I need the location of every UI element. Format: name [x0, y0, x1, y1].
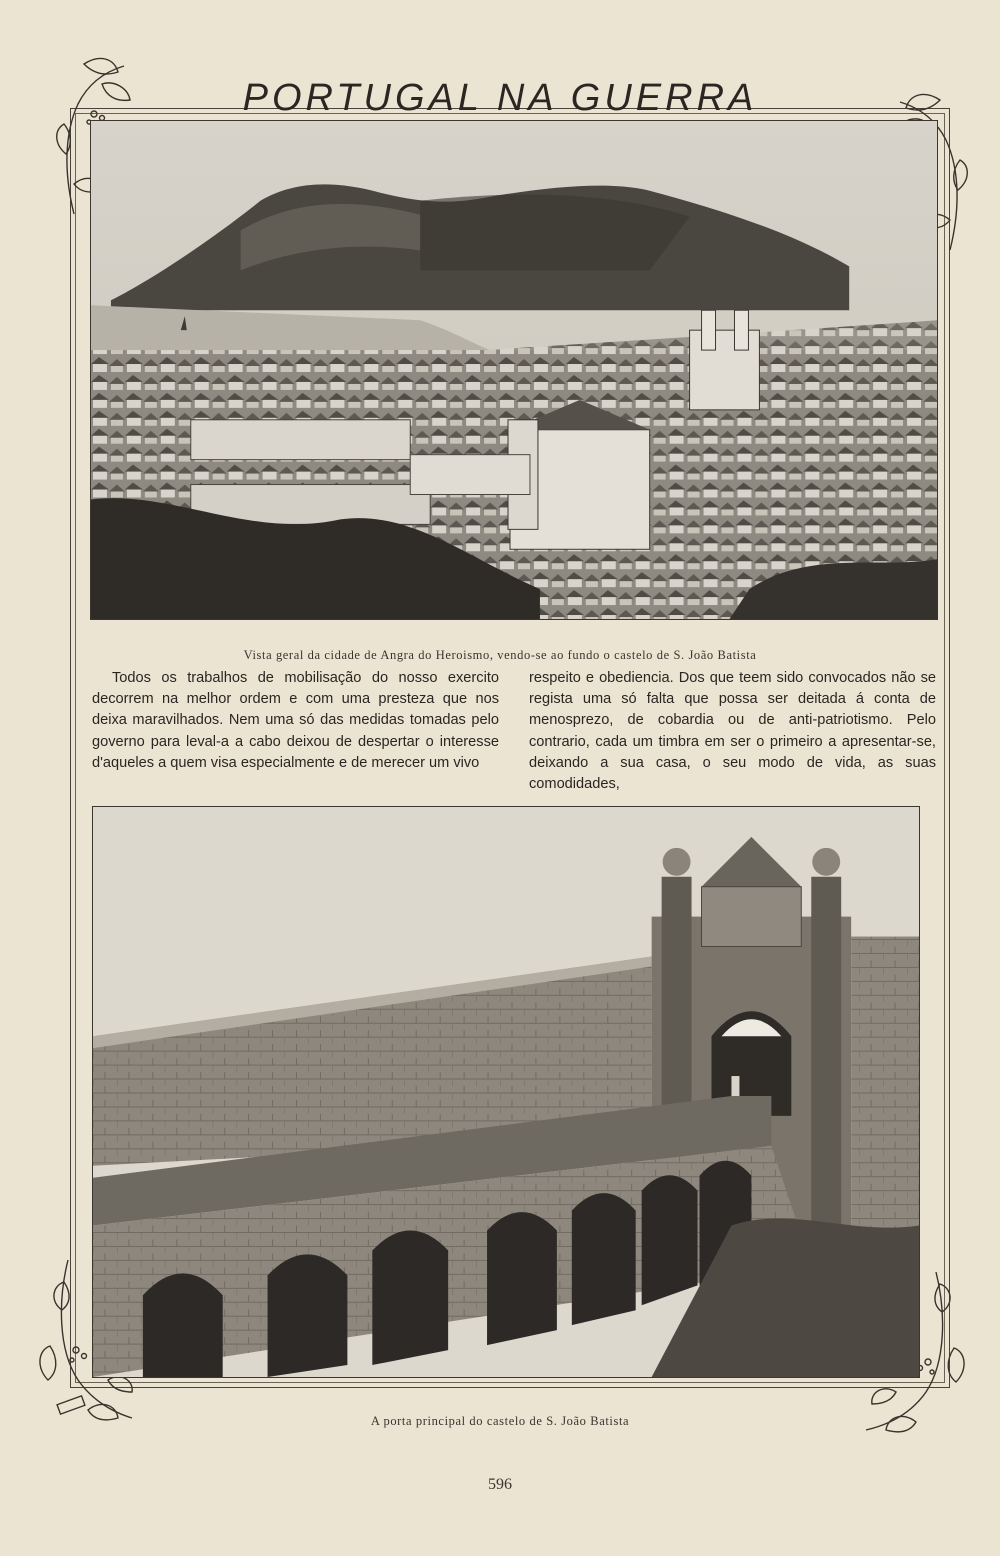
- figure-caption-1: Vista geral da cidade de Angra do Heroismo, vendo-se ao fundo o castelo de S. João Batista: [243, 648, 757, 662]
- text-column-right: [529, 668, 936, 792]
- page-number: 596: [488, 1476, 512, 1493]
- figure-caption-2: A porta principal do castelo de S. João Batista: [370, 1414, 630, 1428]
- body-text: [92, 668, 936, 792]
- page-title: PORTUGAL NA GUERRA: [242, 77, 758, 120]
- text-column-left: [92, 668, 499, 792]
- photo-angra-do-heroismo: [90, 120, 938, 620]
- paragraph-left: Todos os trabalhos de mobilisação do nosso exercito decorrem na melhor ordem e com uma presteza que nos deixa maravilhados. Nem uma só das medidas tomadas pelo governo para leval-a a cabo deixou de despertar o interesse d'aqueles a quem visa especialmente e de merecer um vivo: [92, 670, 499, 771]
- photo-castle-gate: [92, 806, 920, 1378]
- paragraph-right: respeito e obediencia. Dos que teem sido convocados não se regista uma só falta que possa ser deitada á conta de menosprezo, de cobardia ou de anti-patriotismo. Pelo contrario, cada um timbra em ser o primeiro a apresentar-se, deixando a sua casa, o seu modo de vida, as suas comodidades,: [529, 670, 936, 793]
